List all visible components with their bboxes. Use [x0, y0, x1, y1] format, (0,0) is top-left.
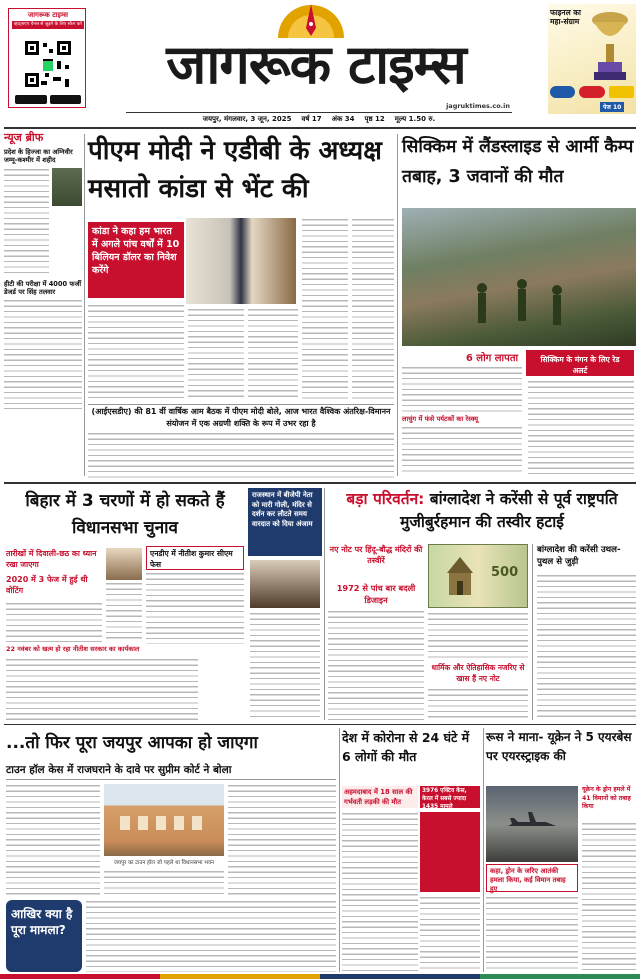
trophy-icon: [588, 10, 632, 82]
modi-kanda-photo: [186, 218, 296, 304]
building-icon: [114, 808, 214, 852]
nda-body: [146, 572, 244, 644]
ad-page: पेज 10: [600, 102, 624, 112]
jaipur-col-3: [228, 784, 336, 896]
bjp-leader-photo: [250, 560, 320, 608]
jaipur-subhead: टाउन हॉल केस में राजघराने के दावे पर सुप्रीम कोर्ट ने बोला: [6, 760, 336, 780]
jaipur-col-2: [104, 870, 224, 896]
qr-caption: जागरूक टाइम्स: [28, 11, 68, 19]
issue: अंक 34: [331, 115, 355, 123]
bd-sub-3: धार्मिक और ऐतिहासिक नजरिए से खास हैं नए नोट: [431, 663, 525, 683]
team-logo-icon: [579, 86, 604, 98]
lead-col-2: [188, 308, 244, 400]
tourists-body: [402, 426, 522, 476]
bihar-col-2: [6, 658, 198, 720]
lead-headline: पीएम मोदी ने एडीबी के अध्यक्ष मसातो कांडा से भेंट की: [88, 136, 382, 204]
masthead-title: जागरूक टाइम्स: [166, 33, 466, 96]
russia-quote-box: [486, 864, 578, 892]
jaipur-col-1: [6, 784, 100, 896]
bd-col-1: [328, 610, 424, 720]
news-brief-column: [4, 130, 82, 480]
airbase-photo: [486, 786, 578, 862]
bd-side-head: बांग्लादेश की करेंसी उथल-पुथल से जुड़ी: [537, 545, 621, 567]
lead-col-1: [88, 304, 184, 400]
lead-col-5: [352, 218, 394, 400]
town-hall-caption: जयपुर का टाउन हॉल जो पहले था विधानसभा भवन: [113, 860, 215, 866]
covid-col-1: [342, 812, 418, 972]
bd-col-3: [428, 688, 528, 720]
lead-subhead-box: कांडा ने कहा हम भारत में अगले पांच वर्षों में 10 बिलियन डॉलर का निवेश करेंगे: [88, 222, 184, 298]
lead-col-3b: [248, 308, 298, 400]
brief-item-2-body: [4, 299, 82, 409]
bangladesh-headline: [328, 488, 636, 536]
covid-sub-1: अहमदाबाद में 18 साल की गर्भवती लड़की की मौत: [342, 786, 418, 808]
sikkim-headline: सिक्किम में लैंडस्लाइड से आर्मी कैम्प तबाह, 3 जवानों की मौत: [402, 137, 634, 187]
covid-quote: [420, 812, 480, 892]
russia-side-head: यूक्रेन के ड्रोन हमले में 41 विमानों को तबाह किया: [582, 786, 631, 810]
ad-text: फाइनल का महा-संग्राम: [550, 8, 581, 26]
bihar-col-1: [6, 602, 102, 642]
bihar-sub-1: तारीखों में दिवाली-छठ का ध्यान रखा जाएगा: [6, 549, 97, 569]
covid-col-2: [420, 896, 480, 972]
tourists-head: लाचुंग में फंसे पर्यटकों का रेस्क्यू: [402, 415, 479, 423]
russia-side-body: [582, 822, 636, 972]
sponsor-logo-icon: [609, 86, 634, 98]
jaipur-box: [6, 900, 82, 972]
bottom-strip: [0, 974, 640, 979]
masthead-rule: [4, 127, 636, 129]
alert-body: [528, 380, 634, 476]
ad-logos: [550, 86, 634, 98]
russia-quote-text: कहा, ड्रोन के जरिए आतंकी हमला किया, कई विमान तबाह हुए: [490, 867, 566, 893]
jaipur-headline: ...तो फिर पूरा जयपुर आपका हो जाएगा: [6, 733, 258, 753]
jaipur-box-body: [86, 900, 336, 972]
dateline-bar: [126, 112, 512, 124]
lead-divider: [397, 134, 398, 476]
covid-divider: [483, 728, 484, 972]
bd-sub-1: नए नोट पर हिंदू-बौद्ध मंदिरों की तस्वीरें: [329, 545, 423, 565]
masthead: [0, 0, 640, 128]
bihar-col-3: [106, 582, 142, 642]
team-logo-icon: [550, 86, 575, 98]
bd-side-body: [537, 574, 636, 718]
nitish-photo: [106, 548, 142, 580]
pages: पृष्ठ 12: [364, 115, 385, 123]
bangladesh-headline-red: बड़ा परिवर्तन:: [346, 490, 425, 508]
lead-col-4: [302, 218, 348, 400]
jaipur-divider: [339, 728, 340, 972]
note-value: 500: [491, 565, 519, 580]
app-store-icon[interactable]: [50, 95, 82, 104]
masthead-website[interactable]: jagruktimes.co.in: [446, 102, 510, 110]
jaipur-box-text: आखिर क्या है पूरा मामला?: [11, 907, 73, 937]
sidebar-divider: [84, 134, 85, 476]
bihar-sub-2: 2020 में 3 फेज में हुई थी वोटिंग: [6, 575, 88, 595]
dateline: जयपुर, मंगलवार, 3 जून, 2025: [202, 115, 292, 123]
bd-sub-2: 1972 से पांच बार बदली डिजाइन: [336, 583, 416, 605]
temple-icon: [437, 555, 483, 599]
brief-title: न्यूज ब्रीफ: [4, 131, 44, 144]
soldier-photo: [52, 168, 82, 206]
town-hall-photo: [104, 784, 224, 856]
bd-side-box: [532, 544, 636, 720]
covid-headline: देश में कोरोना से 24 घंटे में 6 लोगों की मौत: [342, 730, 470, 764]
qr-text: व्हाट्सएप चैनल से जुड़ने के लिए स्कैन करें: [13, 22, 83, 27]
alert-box: सिक्किम के मंगन के लिए रेड अलर्ट: [526, 350, 634, 376]
bd-col-2: [428, 612, 528, 660]
fold-rule: [4, 482, 636, 484]
brief-item-2-head: हीटी की परीक्षा में 4000 फर्जी डेजर्ड पर सिंह तलवार: [4, 280, 82, 296]
russia-col-1: [486, 896, 578, 972]
bihar-divider: [324, 488, 325, 720]
sikkim-body: [402, 366, 522, 412]
missing-label: 6 लोग लापता: [465, 353, 519, 364]
qr-code-icon[interactable]: [23, 39, 73, 89]
brief-item-1-head: प्रदेश के हिज्जा का अग्निवीर जम्मू-कश्मीर में शहीद: [4, 148, 73, 164]
bjp-body: [250, 612, 320, 718]
lead-banner: (आईएसडीए) की 81 वीं वार्षिक आम बैठक में पीएम मोदी बोले, आज भारत वैश्विक अंतरिक्ष-विमानन संयोजन में एक अग्रणी शक्ति के रूप में उभर रहा है: [88, 404, 394, 430]
aircraft-icon: [506, 810, 558, 840]
bjp-quote-box: राजस्थान में बीजेपी नेता को मारी गोली, मंदिर से दर्शन कर लौटते समय वारदात को दिया अंजाम: [248, 488, 322, 556]
landslide-photo: [402, 208, 636, 346]
nda-box: एनडीए में नीतीश कुमार सीएम फेस: [146, 546, 244, 570]
google-play-icon[interactable]: [15, 95, 47, 104]
covid-sub-2: 3976 एक्टिव केस, केरल में सबसे ज्यादा 1435 मामले: [420, 786, 480, 808]
bihar-headline: बिहार में 3 चरणों में हो सकते हैं विधानसभा चुनाव: [25, 491, 225, 538]
brief-item-1-body: [4, 168, 49, 276]
price: मूल्य 1.50 रु.: [394, 115, 436, 123]
lead-banner-body: [88, 432, 394, 478]
currency-note: [428, 544, 528, 608]
russia-headline: रूस ने माना- यूक्रेन ने 5 एयरबेस पर एयरस्ट्राइक की: [486, 730, 632, 763]
app-store-badges: [15, 95, 81, 104]
ipl-ad[interactable]: [548, 4, 636, 114]
bangladesh-headline-text: बांग्लादेश ने करेंसी से पूर्व राष्ट्रपति मुजीबुर्रहमान की तस्वीर हटाई: [400, 490, 618, 531]
year: वर्ष 17: [301, 115, 322, 123]
rescue-figures-icon: [462, 268, 582, 338]
mid-rule: [4, 724, 636, 725]
bihar-sub-3: 22 नवंबर को खत्म हो रहा नीतीश सरकार का कार्यकाल: [6, 645, 140, 653]
qr-panel: [8, 8, 86, 108]
